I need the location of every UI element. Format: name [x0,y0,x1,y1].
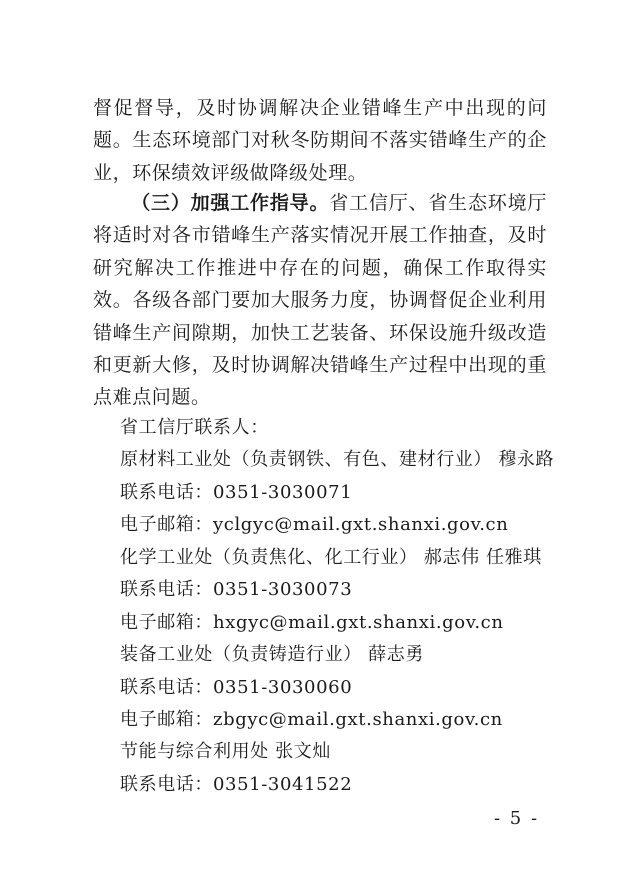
contact-line: 电子邮箱：yclgyc@mail.gxt.shanxi.gov.cn [120,514,509,535]
contact-line: 化学工业处（负责焦化、化工行业） 郝志伟 任雅琪 [120,547,542,568]
paragraph-guidance [93,187,547,414]
contact-line: 原材料工业处（负责钢铁、有色、建材行业） 穆永路 [120,449,555,470]
contact-line: 联系电话：0351-3030060 [120,677,353,698]
page-number: - 5 - [494,808,540,829]
paragraph-guidance-text: 省工信厅、省生态环境厅将适时对各市错峰生产落实情况开展工作抽查，及时研究解决工作推进中存在的问题，确保工作取得实效。各级各部门要加大服务力度，协调督促企业利用错峰生产间隙期，加快工艺装备、环保设施升级改造和更新大修，及时协调解决错峰生产过程中出现的重点难点问题。 [93,192,547,409]
contact-line: 电子邮箱：zbgyc@mail.gxt.shanxi.gov.cn [120,709,503,730]
contact-line: 节能与综合利用处 张文灿 [120,741,331,762]
contacts-title: 省工信厅联系人： [120,417,269,438]
contact-line: 电子邮箱：hxgyc@mail.gxt.shanxi.gov.cn [120,612,504,633]
paragraph-supervision: 督促督导，及时协调解决企业错峰生产中出现的问题。生态环境部门对秋冬防期间不落实错峰生产的企业，环保绩效评级做降级处理。 [93,97,547,184]
contact-line: 装备工业处（负责铸造行业） 薛志勇 [120,644,424,665]
contact-line: 联系电话：0351-3041522 [120,774,353,795]
contact-line: 联系电话：0351-3030073 [120,579,353,600]
contact-line: 联系电话：0351-3030071 [120,482,353,503]
section-heading-guidance: （三）加强工作指导。 [131,192,330,214]
